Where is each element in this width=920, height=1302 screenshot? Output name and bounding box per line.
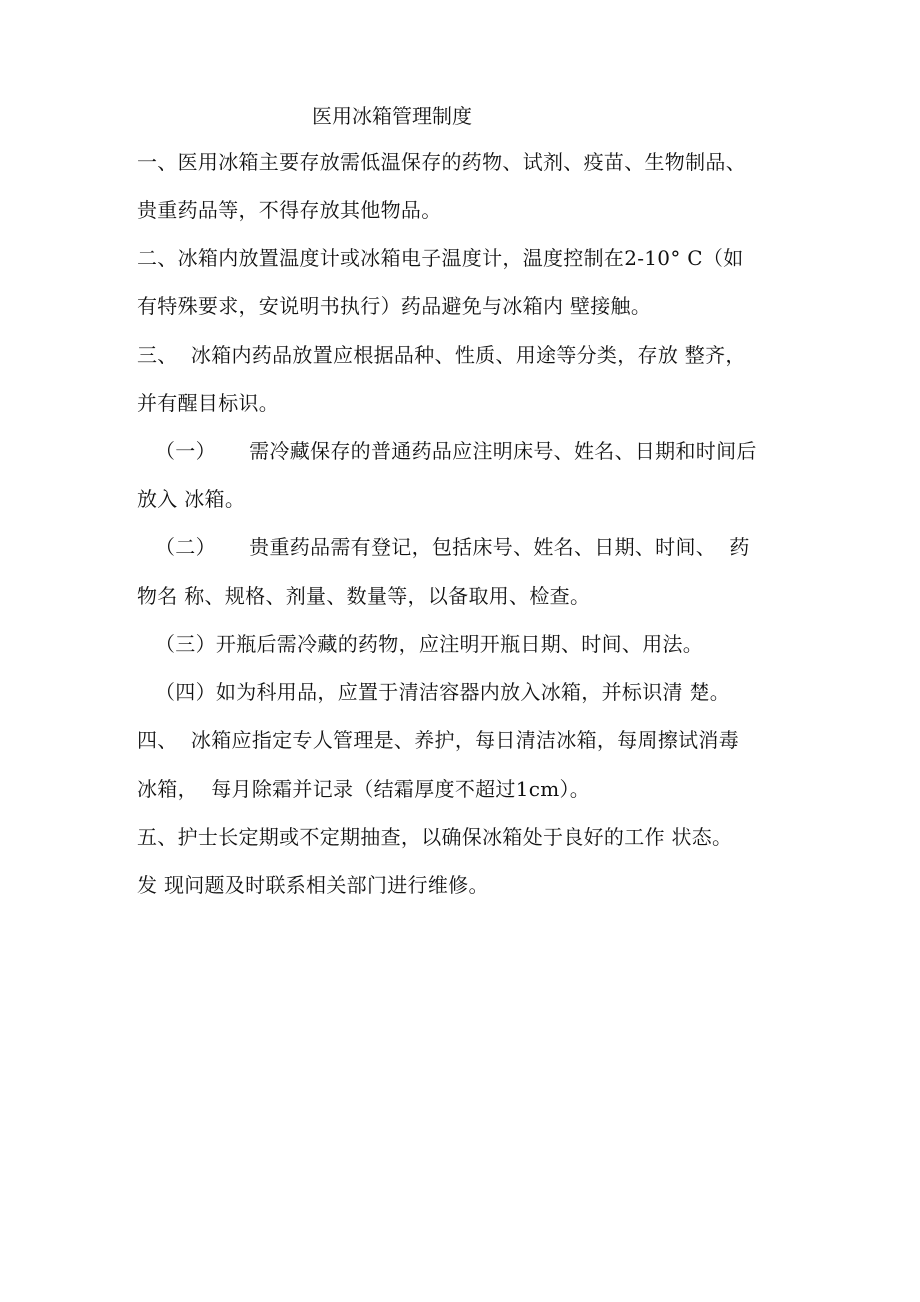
rule-2-line-2: 有特殊要求，安说明书执行）药品避免与冰箱内 壁接触。 [137,294,652,318]
rule-5-line-2: 发 现问题及时联系相关部门进行维修。 [137,873,489,897]
rule-1-line-2: 贵重药品等，不得存放其他物品。 [137,198,442,222]
rule-3-line-1: 三、 冰箱内药品放置应根据品种、性质、用途等分类，存放 整齐， [137,343,746,367]
subrule-1-line-2: 放入 冰箱。 [137,487,246,511]
subrule-2-line-2: 物名 称、规格、剂量、数量等，以备取用、检查。 [137,584,591,608]
rule-3-line-2: 并有醒目标识。 [137,391,280,415]
rule-1-line-1: 一、医用冰箱主要存放需低温保存的药物、试剂、疫苗、生物制品、 [137,150,746,174]
subrule-4-line: （四）如为科用品，应置于清洁容器内放入冰箱，并标识清 楚。 [155,680,731,704]
rule-2-line-1: 二、冰箱内放置温度计或冰箱电子温度计，温度控制在2-10° C（如 [137,246,744,270]
rule-4-line-2: 冰箱， 每月除霜并记录（结霜厚度不超过1cm）。 [137,777,591,801]
subrule-2-line-1: （二） 贵重药品需有登记，包括床号、姓名、日期、时间、 药 [155,535,750,559]
rule-4-line-1: 四、 冰箱应指定专人管理是、养护，每日清洁冰箱，每周擦试消毒 [137,728,740,752]
subrule-1-line-1: （一） 需冷藏保存的普通药品应注明床号、姓名、日期和时间后 [155,439,757,463]
subrule-3-line: （三）开瓶后需冷藏的药物，应注明开瓶日期、时间、用法。 [155,632,704,656]
rule-5-line-1: 五、护士长定期或不定期抽查，以确保冰箱处于良好的工作 状态。 [137,825,733,849]
document-title: 医用冰箱管理制度 [312,104,472,128]
